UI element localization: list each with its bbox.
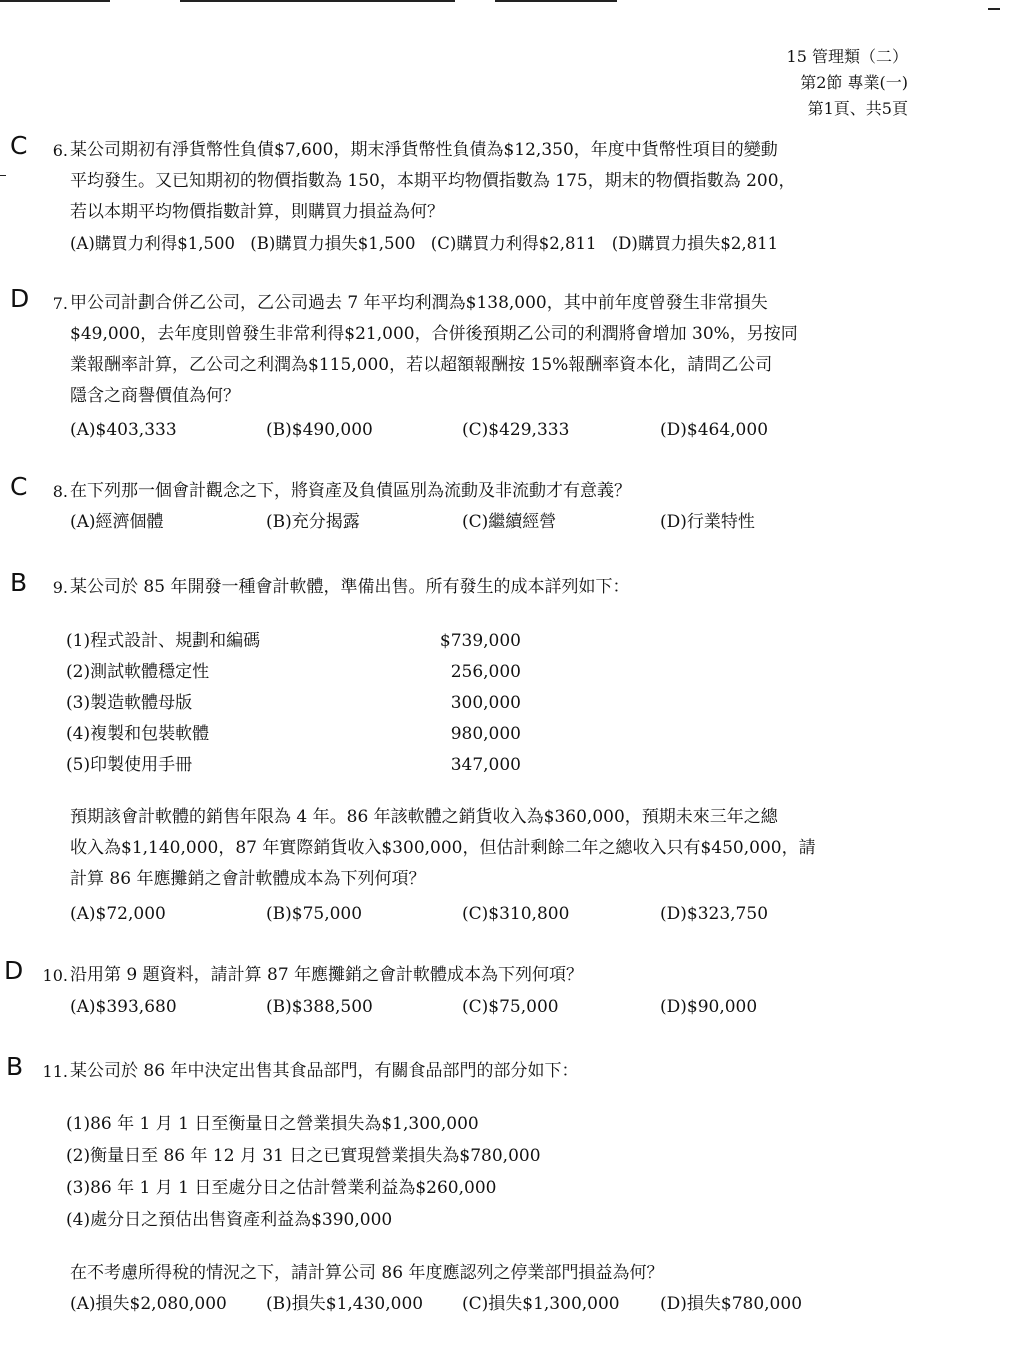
handwritten-answer: D: [4, 956, 24, 985]
question-line: $49,000，去年度則曾發生非常利得$21,000，合併後預期乙公司的利潤將會增加 30%，另按同: [70, 324, 798, 344]
option-a: (A)購買力利得$1,500: [70, 234, 236, 253]
list-item: (3)86 年 1 月 1 日至處分日之估計營業利益為$260,000: [66, 1178, 497, 1198]
cost-amount: 980,000: [450, 724, 521, 744]
question-line: 預期該會計軟體的銷售年限為 4 年。86 年該軟體之銷貨收入為$360,000，預期未來三年之總: [70, 807, 778, 827]
question-line: 某公司於 85 年開發一種會計軟體，準備出售。所有發生的成本詳列如下：: [70, 577, 630, 597]
question-line: 平均發生。又已知期初的物價指數為 150，本期平均物價指數為 175，期末的物價指數為 200，: [70, 171, 796, 191]
list-item: (1)86 年 1 月 1 日至衡量日之營業損失為$1,300,000: [66, 1114, 479, 1134]
question-line: 甲公司計劃合併乙公司，乙公司過去 7 年平均利潤為$138,000，其中前年度曾發生非常損失: [70, 293, 768, 313]
question-text: [70, 476, 905, 507]
question-line: 計算 86 年應攤銷之會計軟體成本為下列何項？: [70, 869, 426, 889]
question-line: 若以本期平均物價指數計算，則購買力損益為何？: [70, 202, 444, 222]
question-line: 某公司於 86 年中決定出售其食品部門，有關食品部門的部分如下：: [70, 1061, 579, 1081]
cost-label: (3)製造軟體母版: [66, 693, 193, 713]
question-number: 10.: [42, 966, 68, 985]
option-a: (A)$393,680: [70, 997, 177, 1017]
question-text-continued: [70, 802, 905, 895]
question-text: [70, 288, 905, 412]
option-d: (D)損失$780,000: [660, 1294, 803, 1314]
question-line: 在下列那一個會計觀念之下，將資產及負債區別為流動及非流動才有意義？: [70, 481, 631, 501]
question-options: [70, 416, 930, 444]
option-a: (A)經濟個體: [70, 512, 164, 532]
question-options: [70, 508, 930, 536]
handwritten-answer: B: [10, 568, 28, 597]
page-number: 第1頁、共5頁: [807, 99, 908, 118]
option-d: (D)$90,000: [660, 997, 758, 1017]
exam-category: 15 管理類（二）: [786, 47, 908, 66]
cost-amount: 347,000: [450, 755, 521, 775]
question-options: [70, 1290, 930, 1318]
scan-mark-right: [988, 8, 1000, 10]
exam-section: 第2節 專業(一): [800, 73, 908, 92]
question-text: [70, 572, 905, 603]
option-c: (C)$429,333: [462, 420, 570, 440]
handwritten-answer: C: [10, 472, 28, 501]
handwritten-answer: D: [10, 284, 30, 313]
scan-mark-left: [0, 175, 6, 176]
question-line: 業報酬率計算，乙公司之利潤為$115,000，若以超額報酬按 15%報酬率資本化，請問乙公司: [70, 355, 773, 375]
option-a: (A)$72,000: [70, 904, 166, 924]
question-line: 某公司期初有淨貨幣性負債$7,600，期末淨貨幣性負債為$12,350，年度中貨幣性項目的變動: [70, 140, 778, 160]
option-b: (B)$75,000: [266, 904, 363, 924]
question-text: [70, 1056, 905, 1087]
cost-label: (2)測試軟體穩定性: [66, 662, 210, 682]
question-line: 隱含之商譽價值為何？: [70, 386, 240, 406]
question-text: [70, 135, 905, 259]
question-number: 11.: [42, 1062, 68, 1081]
handwritten-answer: C: [10, 131, 28, 160]
question-options: [70, 228, 905, 259]
option-c: (C)$75,000: [462, 997, 559, 1017]
option-b: (B)$388,500: [266, 997, 373, 1017]
option-b: (B)損失$1,430,000: [266, 1294, 424, 1314]
scan-line-top-left: [0, 0, 110, 2]
page-header: [787, 44, 908, 122]
option-d: (D)行業特性: [660, 512, 755, 532]
question-options: [70, 900, 930, 928]
option-b: (B)充分揭露: [266, 512, 360, 532]
option-c: (C)購買力利得$2,811: [430, 234, 597, 253]
list-item: (2)衡量日至 86 年 12 月 31 日之已實現營業損失為$780,000: [66, 1146, 541, 1166]
option-d: (D)購買力損失$2,811: [611, 234, 779, 253]
question-text: [70, 960, 905, 991]
scan-line-top-right: [495, 0, 617, 2]
option-c: (C)$310,800: [462, 904, 570, 924]
cost-label: (5)印製使用手冊: [66, 755, 193, 775]
question-number: 6.: [52, 141, 68, 160]
question-number: 7.: [52, 294, 68, 313]
cost-label: (4)複製和包裝軟體: [66, 724, 210, 744]
question-number: 8.: [52, 482, 68, 501]
option-c: (C)損失$1,300,000: [462, 1294, 620, 1314]
question-line: 沿用第 9 題資料，請計算 87 年應攤銷之會計軟體成本為下列何項？: [70, 965, 584, 985]
option-c: (C)繼續經營: [462, 512, 557, 532]
question-options: [70, 993, 930, 1021]
scan-line-top-middle: [180, 0, 455, 2]
question-number: 9.: [52, 578, 68, 597]
question-text-continued: [70, 1258, 905, 1289]
question-line: 在不考慮所得稅的情況之下，請計算公司 86 年度應認列之停業部門損益為何？: [70, 1263, 664, 1283]
cost-amount: 300,000: [450, 693, 521, 713]
cost-amount: $739,000: [439, 631, 521, 651]
option-a: (A)損失$2,080,000: [70, 1294, 227, 1314]
list-item: (4)處分日之預估出售資產利益為$390,000: [66, 1210, 393, 1230]
option-b: (B)購買力損失$1,500: [250, 234, 416, 253]
option-d: (D)$464,000: [660, 420, 769, 440]
cost-label: (1)程式設計、規劃和編碼: [66, 631, 261, 651]
option-a: (A)$403,333: [70, 420, 177, 440]
option-b: (B)$490,000: [266, 420, 373, 440]
cost-amount: 256,000: [450, 662, 521, 682]
option-d: (D)$323,750: [660, 904, 769, 924]
handwritten-answer: B: [6, 1052, 24, 1081]
item-list: [66, 1108, 541, 1236]
question-line: 收入為$1,140,000，87 年實際銷貨收入$300,000，但估計剩餘二年之總收入只有$450,000，請: [70, 838, 816, 858]
